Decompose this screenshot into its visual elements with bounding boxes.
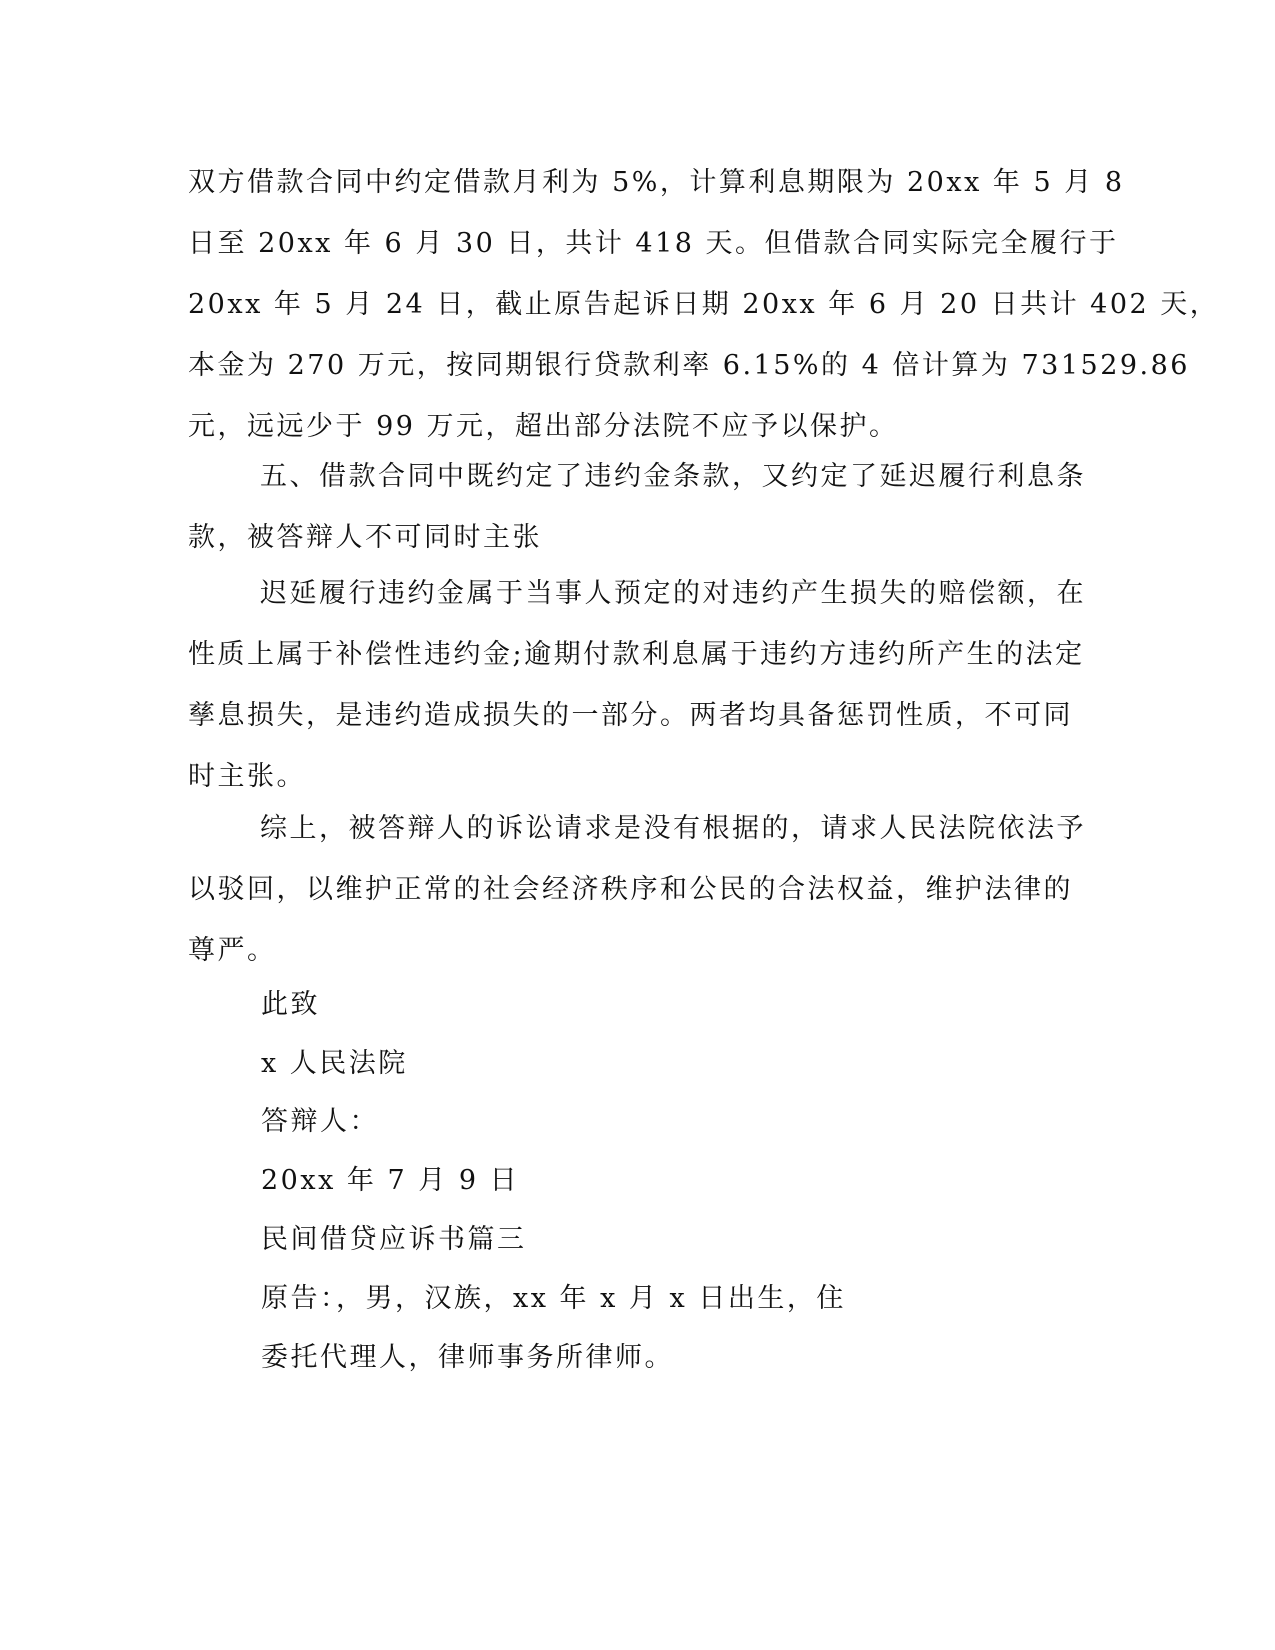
text-line: 时主张。 <box>188 761 306 792</box>
text-line: 日至 20xx 年 6 月 30 日，共计 418 天。但借款合同实际完全履行于 <box>188 228 1119 259</box>
text-line: 元，远远少于 99 万元，超出部分法院不应予以保护。 <box>188 411 899 442</box>
text-line: 20xx 年 5 月 24 日，截止原告起诉日期 20xx 年 6 月 20 日共计 402 天， <box>188 289 1220 320</box>
text-line: 双方借款合同中约定借款月利为 5%，计算利息期限为 20xx 年 5 月 8 <box>188 167 1125 198</box>
text-line: 性质上属于补偿性违约金;逾期付款利息属于违约方违约所产生的法定 <box>188 639 1085 670</box>
text-line: 迟延履行违约金属于当事人预定的对违约产生损失的赔偿额，在 <box>260 578 1086 609</box>
plaintiff-info: 原告：，男，汉族，xx 年 x 月 x 日出生，住 <box>261 1283 846 1314</box>
section-title: 民间借贷应诉书篇三 <box>261 1224 527 1255</box>
court-name: x 人民法院 <box>261 1048 408 1079</box>
document-date: 20xx 年 7 月 9 日 <box>261 1165 520 1196</box>
text-line: 款，被答辩人不可同时主张 <box>188 522 542 553</box>
paragraph-interest-calculation <box>188 152 1220 457</box>
agent-info: 委托代理人，律师事务所律师。 <box>261 1342 674 1373</box>
text-line: 综上，被答辩人的诉讼请求是没有根据的，请求人民法院依法予 <box>260 813 1086 844</box>
paragraph-penalty-nature <box>188 563 1086 807</box>
paragraph-conclusion <box>188 798 1086 981</box>
text-line: 以驳回，以维护正常的社会经济秩序和公民的合法权益，维护法律的 <box>188 874 1073 905</box>
text-line: 孳息损失，是违约造成损失的一部分。两者均具备惩罚性质，不可同 <box>188 700 1073 731</box>
text-line: 本金为 270 万元，按同期银行贷款利率 6.15%的 4 倍计算为 731529.86 <box>188 350 1190 381</box>
text-line: 五、借款合同中既约定了违约金条款，又约定了延迟履行利息条 <box>260 461 1086 492</box>
paragraph-point-five <box>188 446 1086 568</box>
respondent-label: 答辩人： <box>261 1106 379 1137</box>
text-line: 尊严。 <box>188 935 277 966</box>
salutation: 此致 <box>261 989 320 1020</box>
